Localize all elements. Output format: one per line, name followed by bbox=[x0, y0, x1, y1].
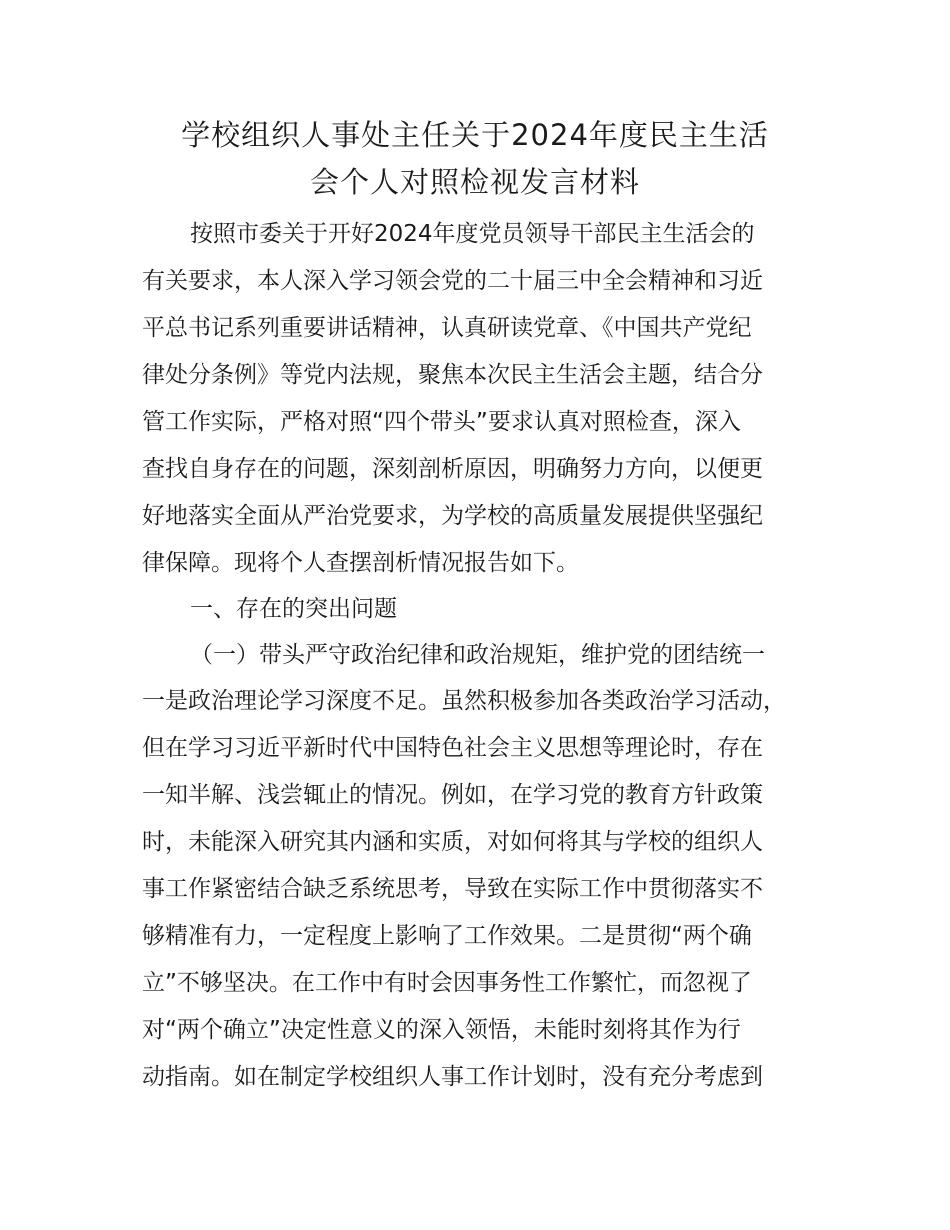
paragraph-line: 对“两个确立”决定性意义的深入领悟，未能时刻将其作为行 bbox=[142, 1017, 741, 1043]
paragraph-line: 一是政治理论学习深度不足。虽然积极参加各类政治学习活动， bbox=[142, 688, 786, 714]
paragraph-line: 管工作实际，严格对照“四个带头”要求认真对照检查，深入 bbox=[142, 409, 741, 435]
document-title-line-1: 学校组织人事处主任关于2024年度民主生活 bbox=[181, 118, 769, 152]
paragraph-line: 时，未能深入研究其内涵和实质，对如何将其与学校的组织人 bbox=[142, 829, 763, 855]
paragraph-line: 但在学习习近平新时代中国特色社会主义思想等理论时，存在 bbox=[142, 735, 763, 761]
subsection-heading: （一）带头严守政治纪律和政治规矩，维护党的团结统一 bbox=[190, 642, 765, 668]
paragraph-line: 查找自身存在的问题，深刻剖析原因，明确努力方向，以便更 bbox=[142, 456, 763, 482]
paragraph-line: 平总书记系列重要讲话精神，认真研读党章、《中国共产党纪 bbox=[142, 315, 752, 341]
paragraph-line: 一知半解、浅尝辄止的情况。例如，在学习党的教育方针政策 bbox=[142, 782, 763, 808]
document-title-line-2: 会个人对照检视发言材料 bbox=[309, 165, 640, 199]
paragraph-line: 律处分条例》等党内法规，聚焦本次民主生活会主题，结合分 bbox=[142, 362, 763, 388]
paragraph-line: 够精准有力，一定程度上影响了工作效果。二是贯彻“两个确 bbox=[142, 923, 752, 949]
section-heading: 一、存在的突出问题 bbox=[190, 596, 397, 622]
paragraph-line: 律保障。现将个人查摆剖析情况报告如下。 bbox=[142, 550, 579, 576]
paragraph-line: 好地落实全面从严治党要求，为学校的高质量发展提供坚强纪 bbox=[142, 503, 763, 529]
paragraph-line: 按照市委关于开好2024年度党员领导干部民主生活会的 bbox=[190, 221, 755, 247]
paragraph-line: 有关要求，本人深入学习领会党的二十届三中全会精神和习近 bbox=[142, 268, 763, 294]
paragraph-line: 事工作紧密结合缺乏系统思考，导致在实际工作中贯彻落实不 bbox=[142, 876, 763, 902]
paragraph-line: 动指南。如在制定学校组织人事工作计划时，没有充分考虑到 bbox=[142, 1064, 763, 1090]
paragraph-line: 立”不够坚决。在工作中有时会因事务性工作繁忙，而忽视了 bbox=[142, 970, 752, 996]
